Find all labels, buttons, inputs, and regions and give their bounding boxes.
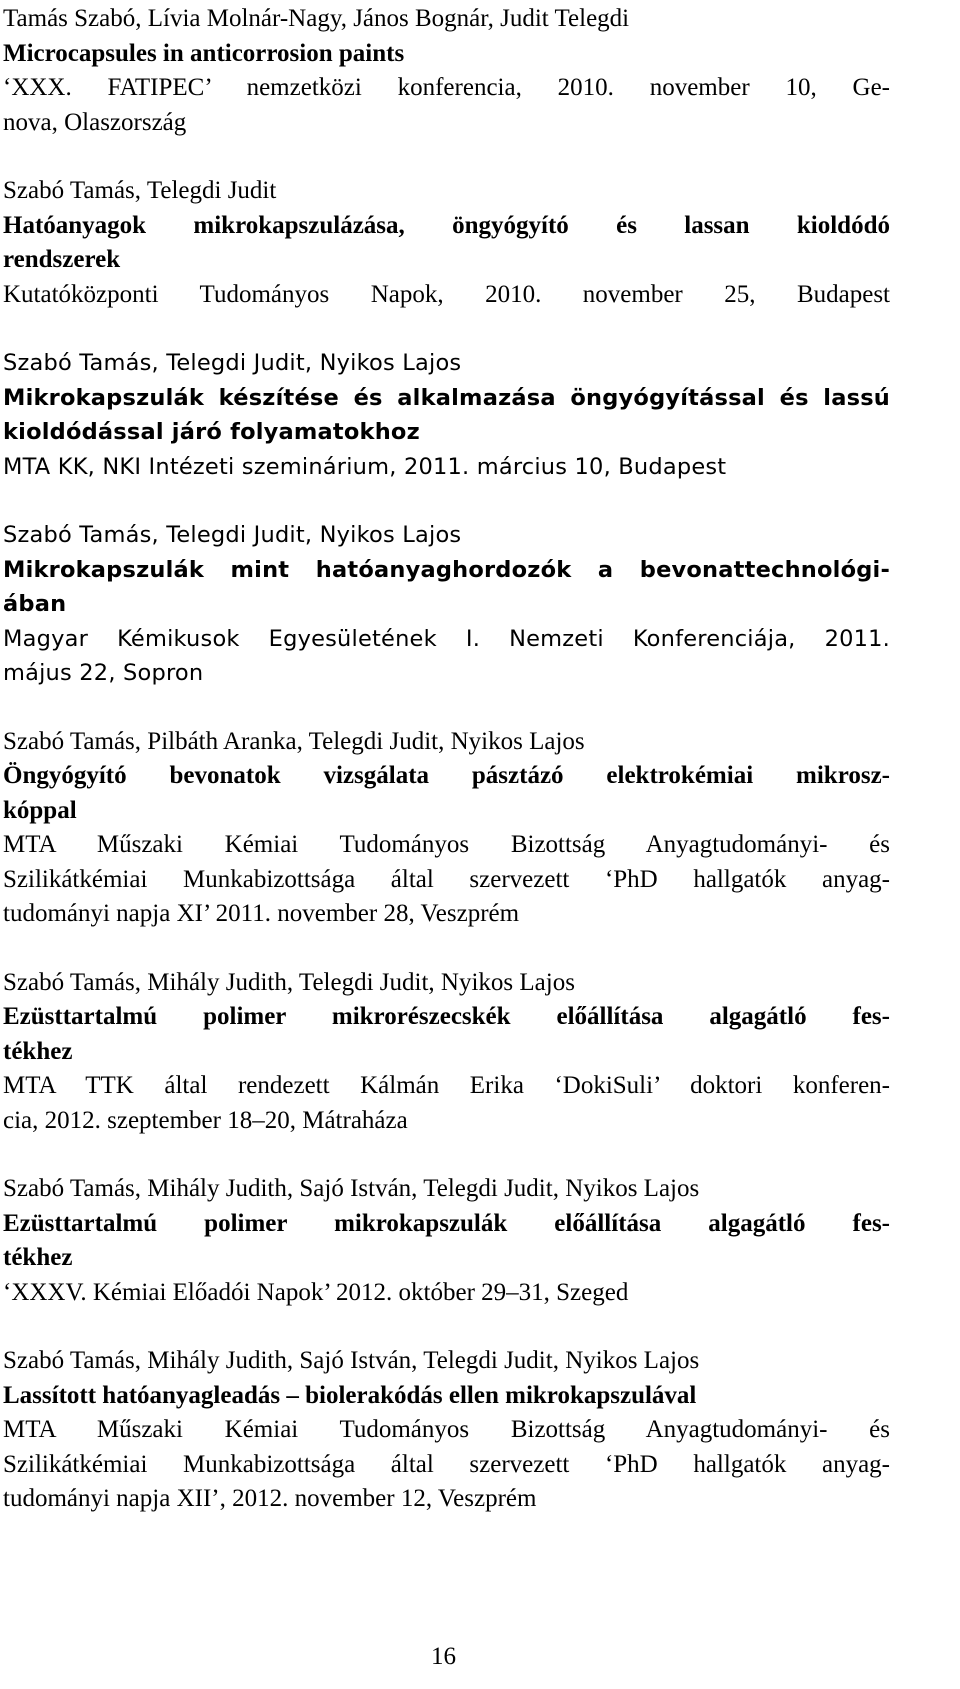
entry-title: Öngyógyító bevonatok vizsgálata pásztázó elektrokémiai mikrosz- [3, 762, 890, 789]
entry-venue: MTA TTK által rendezett Kálmán Erika ‘DokiSuli’ doktori konferen- [3, 1072, 890, 1099]
publication-entry [3, 966, 890, 1139]
entry-venue: MTA Műszaki Kémiai Tudományos Bizottság Anyagtudományi- és [3, 831, 890, 858]
entry-title: Ezüsttartalmú polimer mikrokapszulák előállítása algagátló fes- [3, 1209, 890, 1237]
entry-authors: Szabó Tamás, Telegdi Judit, Nyikos Lajos [3, 522, 462, 548]
entry-authors: Szabó Tamás, Mihály Judith, Sajó István, Telegdi Judit, Nyikos Lajos [3, 1175, 700, 1202]
publication-entry [3, 346, 890, 484]
entry-title: tékhez [3, 1244, 73, 1271]
publication-entry [3, 174, 890, 312]
entry-venue: ‘XXX. FATIPEC’ nemzetközi konferencia, 2010. november 10, Ge- [3, 74, 890, 101]
entry-title: kioldódással járó folyamatokhoz [3, 419, 420, 445]
entry-venue: nova, Olaszország [3, 108, 187, 136]
entry-authors: Tamás Szabó, Lívia Molnár-Nagy, János Bognár, Judit Telegdi [3, 5, 630, 32]
publication-entry [3, 1344, 890, 1517]
publication-entry [3, 2, 890, 140]
entry-venue: Szilikátkémiai Munkabizottsága által szervezett ‘PhD hallgatók anyag- [3, 865, 890, 893]
entry-title: Lassított hatóanyagleadás – biolerakódás ellen mikrokapszulával [3, 1381, 697, 1409]
entry-authors: Szabó Tamás, Mihály Judith, Telegdi Judit, Nyikos Lajos [3, 968, 575, 996]
page-number: 16 [431, 1643, 456, 1670]
entry-title: rendszerek [3, 246, 121, 273]
entry-venue: Szilikátkémiai Munkabizottsága által szervezett ‘PhD hallgatók anyag- [3, 1450, 890, 1478]
entry-title: kóppal [3, 796, 77, 824]
entry-authors: Szabó Tamás, Telegdi Judit, Nyikos Lajos [3, 350, 462, 376]
entry-venue: ‘XXXV. Kémiai Előadói Napok’ 2012. október 29–31, Szeged [3, 1278, 629, 1306]
entry-venue: tudományi napja XI’ 2011. november 28, Veszprém [3, 900, 520, 927]
entry-title: Ezüsttartalmú polimer mikrorészecskék előállítása algagátló fes- [3, 1003, 890, 1030]
entry-authors: Szabó Tamás, Pilbáth Aranka, Telegdi Judit, Nyikos Lajos [3, 727, 585, 755]
entry-venue: Kutatóközponti Tudományos Napok, 2010. november 25, Budapest [3, 280, 890, 308]
entry-authors: Szabó Tamás, Mihály Judith, Sajó István, Telegdi Judit, Nyikos Lajos [3, 1347, 700, 1374]
entry-title: ában [3, 591, 67, 617]
entry-title: Hatóanyagok mikrokapszulázása, öngyógyító és lassan kioldódó [3, 211, 890, 239]
entry-venue: cia, 2012. szeptember 18–20, Mátraháza [3, 1106, 408, 1134]
entry-title: tékhez [3, 1037, 73, 1065]
entry-venue: Magyar Kémikusok Egyesületének I. Nemzeti Konferenciája, 2011. [3, 625, 890, 652]
entry-venue: tudományi napja XII’, 2012. november 12, Veszprém [3, 1485, 537, 1512]
entry-venue: MTA Műszaki Kémiai Tudományos Bizottság Anyagtudományi- és [3, 1416, 890, 1443]
entry-title: Mikrokapszulák mint hatóanyaghordozók a bevonattechnológi- [3, 556, 890, 583]
publication-list [3, 2, 890, 1551]
publication-entry [3, 518, 890, 691]
publication-entry [3, 1172, 890, 1310]
entry-title: Microcapsules in anticorrosion paints [3, 39, 405, 67]
publication-entry [3, 725, 890, 932]
entry-title: Mikrokapszulák készítése és alkalmazása öngyógyítással és lassú [3, 384, 890, 411]
entry-authors: Szabó Tamás, Telegdi Judit [3, 177, 277, 204]
entry-venue: május 22, Sopron [3, 660, 204, 686]
entry-venue: MTA KK, NKI Intézeti szeminárium, 2011. március 10, Budapest [3, 453, 727, 480]
